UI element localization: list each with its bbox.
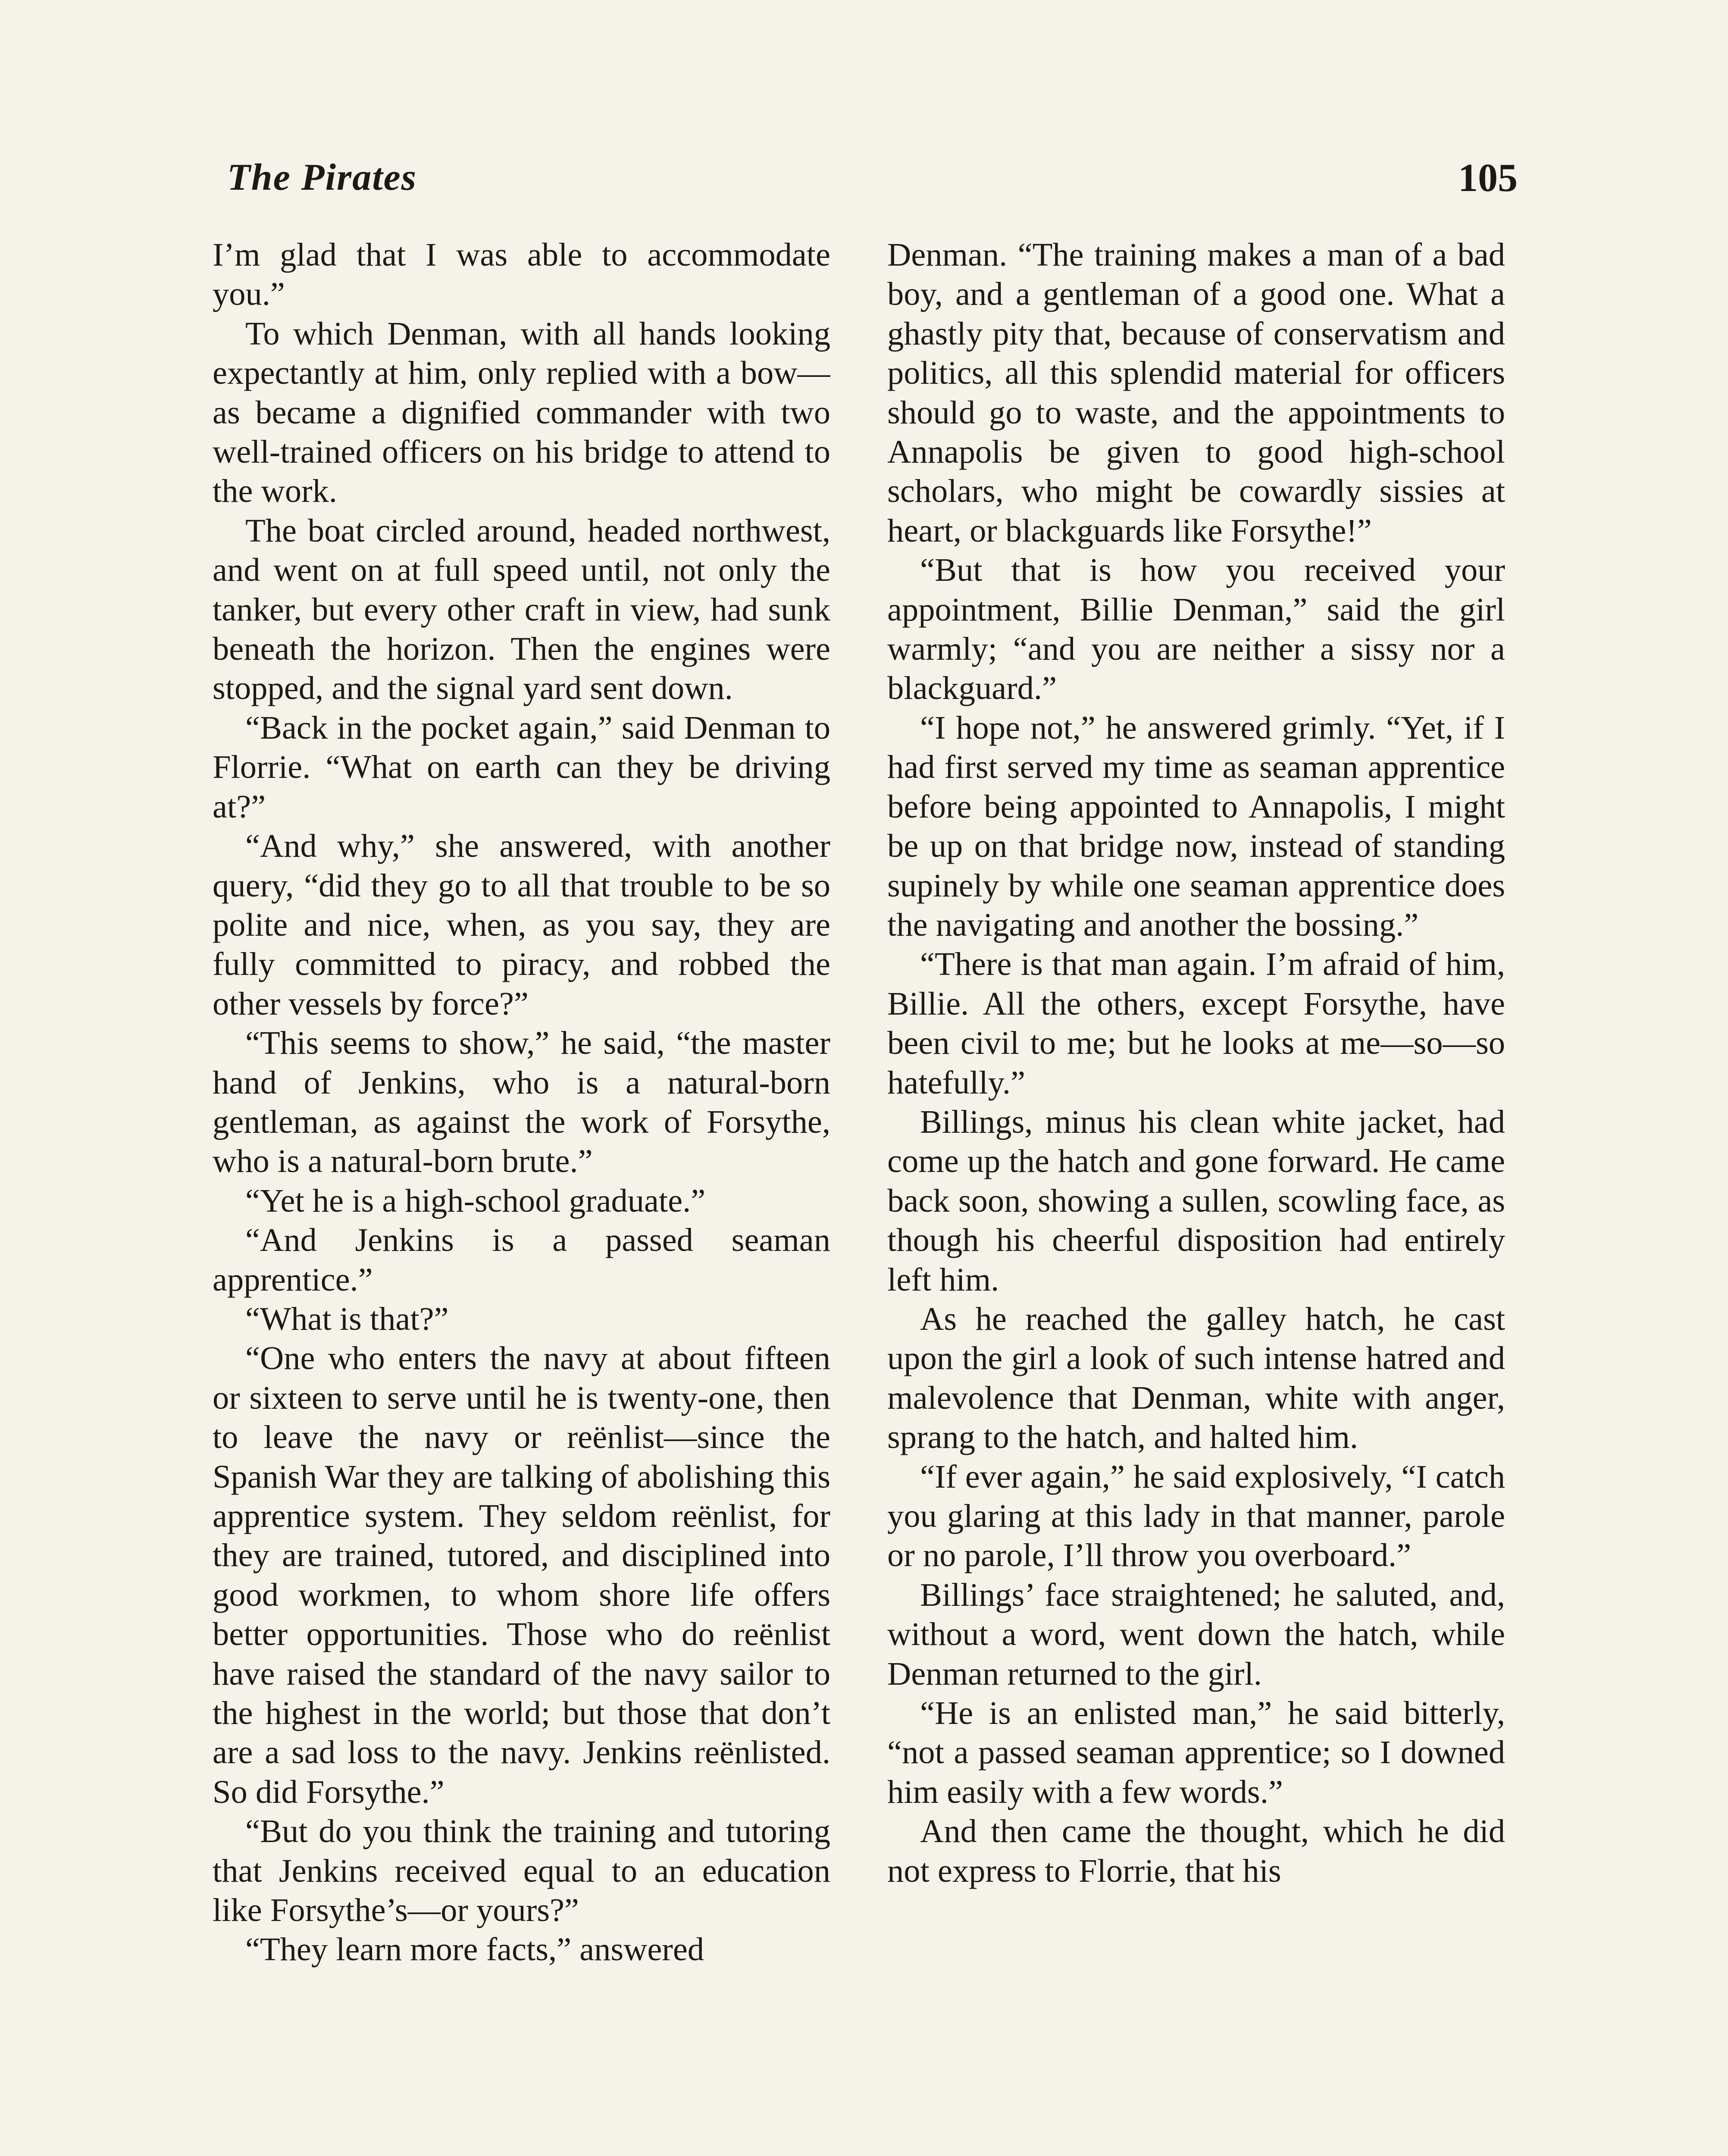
paragraph: Denman. “The training makes a man of a bad boy, and a gentleman of a good one. What a ghastly pity that, because of conservatism and politics, all this splendid material for officers should go to waste, and the appointments to Annapolis be given to good high-school scholars, who might be cowardly sissies at heart, or blackguards like Forsythe!” <box>887 236 1505 549</box>
paragraph: “Yet he is a high-school graduate.” <box>245 1182 706 1219</box>
paragraph: “And Jenkins is a passed seaman apprentice.” <box>213 1222 830 1298</box>
paragraph: “But that is how you received your appointment, Billie Denman,” said the girl warmly; “and you are neither a sissy nor a blackguard.” <box>887 552 1505 707</box>
page-number: 105 <box>1458 156 1518 200</box>
paragraph: “And why,” she answered, with another query, “did they go to all that trouble to be so polite and nice, when, as you say, they are fully committed to piracy, and robbed the other vessels by force?” <box>213 827 830 1022</box>
text-column-left <box>213 235 830 2156</box>
paragraph: And then came the thought, which he did not express to Florrie, that his <box>887 1813 1505 1889</box>
paragraph: “He is an enlisted man,” he said bitterly, “not a passed seaman apprentice; so I downed him easily with a few words.” <box>887 1695 1505 1810</box>
paragraph: “Back in the pocket again,” said Denman to Florrie. “What on earth can they be driving at?” <box>213 709 830 825</box>
page-header <box>227 152 1518 216</box>
paragraph: I’m glad that I was able to accommodate you.” <box>213 236 830 313</box>
paragraph: “There is that man again. I’m afraid of him, Billie. All the others, except Forsythe, have been civil to me; but he looks at me—so—so hatefully.” <box>887 946 1505 1101</box>
running-title: The Pirates <box>227 157 417 198</box>
text-column-right <box>887 235 1505 2156</box>
paragraph: “They learn more facts,” answered <box>245 1931 704 1968</box>
paragraph: “I hope not,” he answered grimly. “Yet, if I had first served my time as seaman apprentice before being appointed to Annapolis, I might be up on that bridge now, instead of standing supinely by while one seaman apprentice does the navigating and another the bossing.” <box>887 709 1505 943</box>
paragraph: To which Denman, with all hands looking expectantly at him, only replied with a bow—as became a dignified commander with two well-trained officers on his bridge to attend to the work. <box>213 315 830 510</box>
paragraph: Billings, minus his clean white jacket, had come up the hatch and gone forward. He came back soon, showing a sullen, scowling face, as though his cheerful disposition had entirely left him. <box>887 1103 1505 1298</box>
paragraph: Billings’ face straightened; he saluted, and, without a word, went down the hatch, while Denman returned to the girl. <box>887 1576 1505 1692</box>
paragraph: “If ever again,” he said explosively, “I catch you glaring at this lady in that manner, parole or no parole, I’ll throw you overboard.” <box>887 1458 1505 1574</box>
paragraph: “What is that?” <box>245 1300 449 1337</box>
paragraph: As he reached the galley hatch, he cast upon the girl a look of such intense hatred and malevolence that Denman, white with anger, sprang to the hatch, and halted him. <box>887 1300 1505 1456</box>
paragraph: The boat circled around, headed northwest, and went on at full speed until, not only the tanker, but every other craft in view, had sunk beneath the horizon. Then the engines were stopped, and the signal yard sent down. <box>213 512 830 707</box>
paragraph: “But do you think the training and tutoring that Jenkins received equal to an education like Forsythe’s—or yours?” <box>213 1813 830 1929</box>
paragraph: “One who enters the navy at about fifteen or sixteen to serve until he is twenty-one, then to leave the navy or reënlist—since the Spanish War they are talking of abolishing this apprentice system. They seldom reënlist, for they are trained, tutored, and disciplined into good workmen, to whom shore life offers better opportunities. Those who do reënlist have raised the standard of the navy sailor to the highest in the world; but those that don’t are a sad loss to the navy. Jenkins reënlisted. So did Forsythe.” <box>213 1340 830 1810</box>
paragraph: “This seems to show,” he said, “the master hand of Jenkins, who is a natural-born gentleman, as against the work of Forsythe, who is a natural-born brute.” <box>213 1025 830 1180</box>
